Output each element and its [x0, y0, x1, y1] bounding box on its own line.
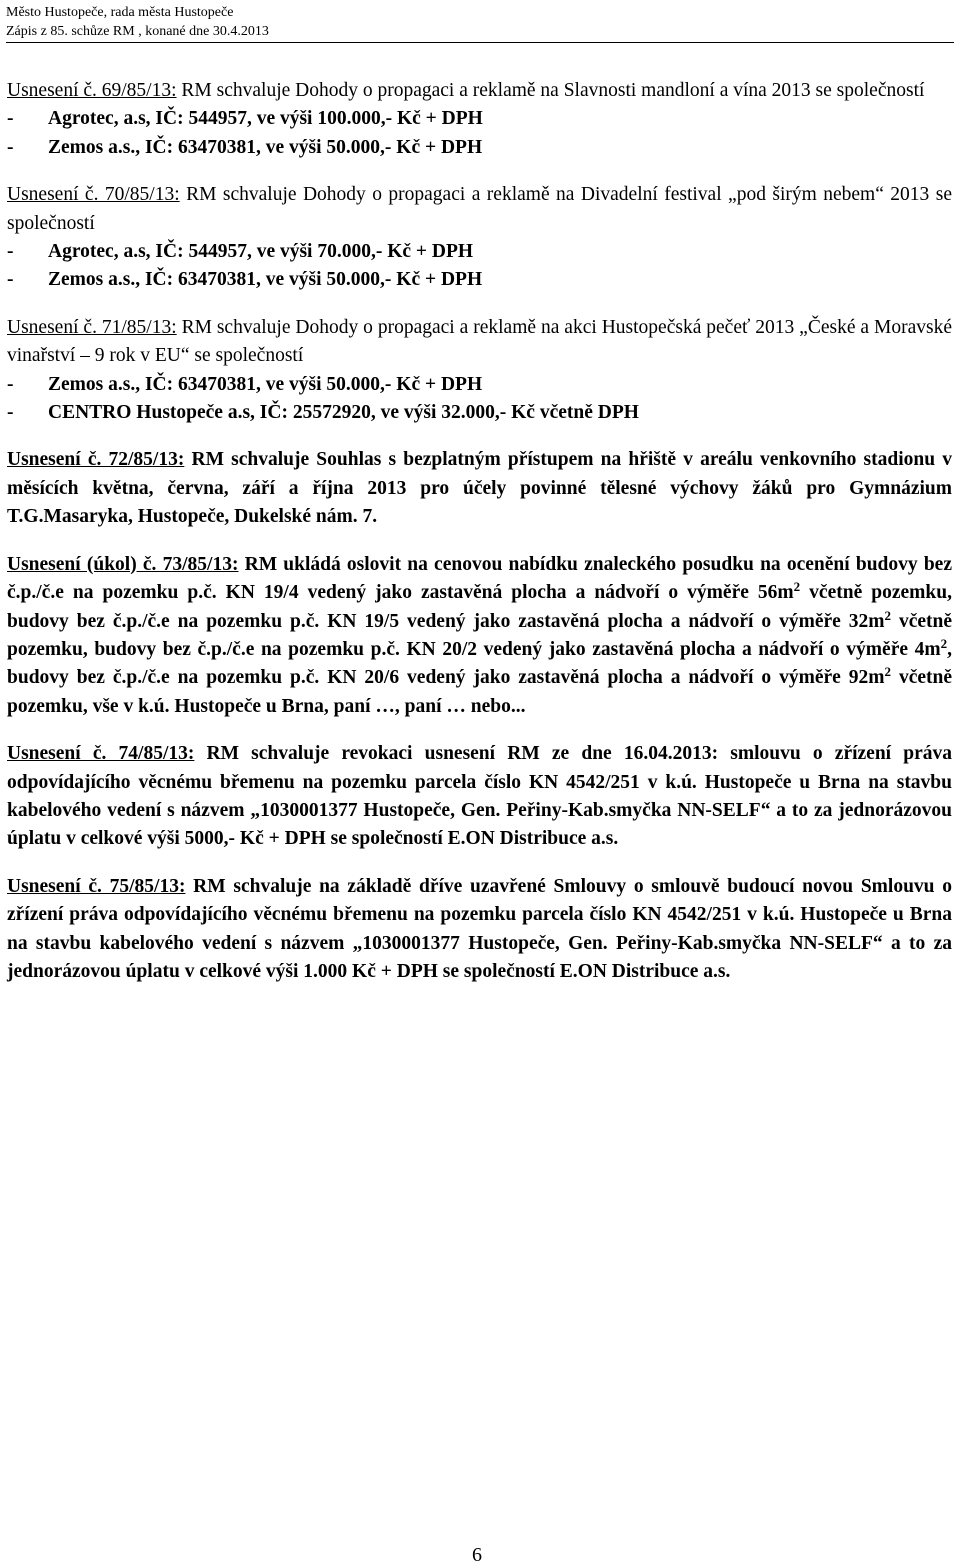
header-town: Město Hustopeče, rada města Hustopeče — [6, 5, 234, 20]
resolution-70-item-2: - Zemos a.s., IČ: 63470381, ve výši 50.000,- Kč + DPH — [7, 269, 483, 291]
resolution-70-item-1: - Agrotec, a.s, IČ: 544957, ve výši 70.000,- Kč + DPH — [7, 241, 474, 263]
resolution-74 — [7, 740, 952, 854]
header-divider — [6, 42, 954, 43]
resolution-69-text: Usnesení č. 69/85/13: RM schvaluje Dohody o propagaci a reklamě na Slavnosti mandloní a vína 2013 se společností — [7, 80, 925, 101]
resolution-73-text: Usnesení (úkol) č. 73/85/13: RM ukládá oslovit na cenovou nabídku znaleckého posudku na ocenění budovy bez č.p./č.e na pozemku p.č. KN 19/4 vedený jako zastavěná plocha a nádvoří o výměře $56m^2$ včetně pozemku, budovy bez č.p./č.e na pozemku p.č. KN 19/5 vedený jako zastavěná plocha a nádvoří o výměře $32m^2$ včetně pozemku, budovy bez č.p./č.e na pozemku p.č. KN 20/2 vedený jako zastavěná plocha a nádvoří o výměře $4m^2$, budovy bez č.p./č.e na pozemku p.č. KN 20/6 vedený jako zastavěná plocha a nádvoří o výměře $92m^2$ včetně pozemku, vše v k.ú. Hustopeče u Brna, paní …, paní … nebo... — [7, 553, 952, 717]
resolution-71-item-2: - CENTRO Hustopeče a.s, IČ: 25572920, ve výši 32.000,- Kč včetně DPH — [7, 402, 639, 424]
resolution-75-text: Usnesení č. 75/85/13: RM schvaluje na základě dříve uzavřené Smlouvy o smlouvě budoucí novou Smlouvu o zřízení práva odpovídajícího věcnému břemenu na pozemku parcela číslo KN 4542/251 v k.ú. Hustopeče u Brna na stavbu kabelového vedení s názvem „1030001377 Hustopeče, Gen. Peřiny-Kab.smyčka NN-SELF“ a to za jednorázovou úplatu v celkové výši 1.000 Kč + DPH se společností E.ON Distribuce a.s. — [7, 875, 952, 982]
resolution-73 — [7, 551, 952, 721]
resolution-69-item-1: - Agrotec, a.s, IČ: 544957, ve výši 100.000,- Kč + DPH — [7, 108, 483, 130]
resolution-75 — [7, 873, 952, 987]
resolution-72 — [7, 446, 952, 531]
resolution-74-label: Usnesení č. 74/85/13: — [7, 743, 195, 765]
resolution-71 — [7, 314, 952, 428]
resolution-69-label: Usnesení č. 69/85/13: — [7, 80, 177, 101]
resolution-70-label: Usnesení č. 70/85/13: — [7, 184, 180, 206]
resolution-71-item-1: - Zemos a.s., IČ: 63470381, ve výši 50.000,- Kč + DPH — [7, 373, 483, 395]
resolution-69 — [7, 77, 952, 162]
resolution-72-text: Usnesení č. 72/85/13: RM schvaluje Souhlas s bezplatným přístupem na hřiště v areálu venkovního stadionu v měsících května, června, září a října 2013 pro účely povinné tělesné výchovy žáků pro Gymnázium T.G.Masaryka, Hustopeče, Dukelské nám. 7. — [7, 449, 952, 528]
resolution-69-item-2: - Zemos a.s., IČ: 63470381, ve výši 50.000,- Kč + DPH — [7, 136, 483, 158]
resolution-70-text: Usnesení č. 70/85/13: RM schvaluje Dohody o propagaci a reklamě na Divadelní festival „pod širým nebem“ 2013 se společností — [7, 184, 952, 234]
resolution-75-label: Usnesení č. 75/85/13: — [7, 875, 186, 897]
resolution-72-label: Usnesení č. 72/85/13: — [7, 449, 185, 471]
resolution-73-label: Usnesení (úkol) č. 73/85/13: — [7, 553, 239, 575]
header-meeting: Zápis z 85. schůze RM , konané dne 30.4.2013 — [6, 24, 269, 39]
page-header — [6, 3, 269, 41]
resolution-71-text: Usnesení č. 71/85/13: RM schvaluje Dohody o propagaci a reklamě na akci Hustopečská pečeť 2013 „České a Moravské vinařství – 9 rok v EU“ se společností — [7, 316, 952, 367]
document-body — [7, 77, 952, 1005]
resolution-74-text: Usnesení č. 74/85/13: RM schvaluje revokaci usnesení RM ze dne 16.04.2013: smlouvu o zřízení práva odpovídajícího věcnému břemenu na pozemku parcela číslo KN 4542/251 v k.ú. Hustopeče u Brna na stavbu kabelového vedení s názvem „1030001377 Hustopeče, Gen. Peřiny-Kab.smyčka NN-SELF“ a to za jednorázovou úplatu v celkové výši 5000,- Kč + DPH se společností E.ON Distribuce a.s. — [7, 743, 952, 850]
resolution-71-label: Usnesení č. 71/85/13: — [7, 316, 177, 338]
resolution-70 — [7, 181, 952, 295]
page-number: 6 — [472, 1544, 482, 1566]
